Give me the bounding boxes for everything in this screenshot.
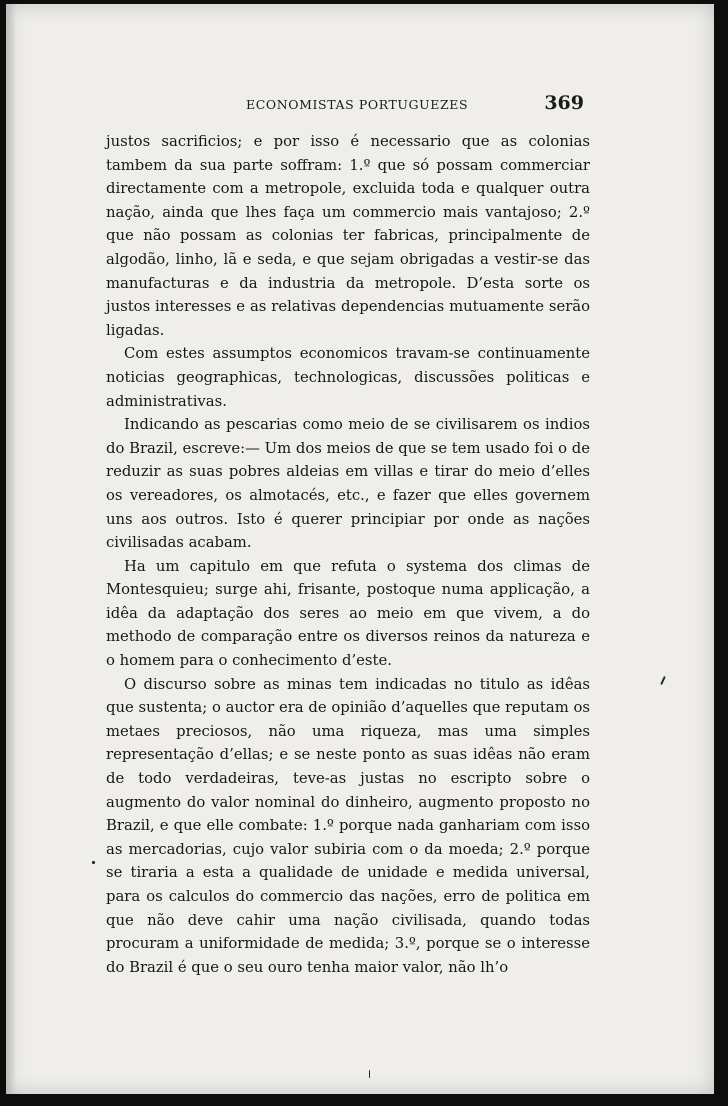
- paragraph-3: Indicando as pescarias como meio de se civilisarem os indios do Brazil, escreve:— Um dos meios de que se tem usado foi o de reduzir as suas pobres aldeias em villas e tirar do meio d’elles os vereadores, os almotacés, etc., e fazer que elles governem uns aos outros. Isto é querer principiar por onde as nações civilisadas acabam.: [106, 416, 590, 552]
- page-header: [106, 92, 590, 116]
- page-edge-shadow: [6, 4, 16, 1094]
- running-title: ECONOMISTAS PORTUGUEZES: [246, 97, 469, 112]
- paragraph-2: Com estes assumptos economicos travam-se continuamente noticias geographicas, technologicas, discussões politicas e administrativas.: [106, 345, 590, 410]
- scanned-page: [6, 4, 714, 1094]
- page-number: 369: [544, 92, 584, 114]
- ink-speck: [660, 676, 666, 685]
- ink-speck: [369, 1070, 370, 1078]
- paragraph-5: O discurso sobre as minas tem indicadas no titulo as idêas que sustenta; o auctor era de opinião d’aquelles que reputam os metaes preciosos, não uma riqueza, mas uma simples representação d’ellas; e se neste ponto as suas idêas não eram de todo verdadeiras, teve-as justas no escripto sobre o augmento do valor nominal do dinheiro, augmento proposto no Brazil, e que elle combate: 1.º porque nada ganhariam com isso as mercadorias, cujo valor subiria com o da moeda; 2.º porque se tiraria a esta a qualidade de unidade e medida universal, para os calculos do commercio das nações, erro de politica em que não deve cahir uma nação civilisada, quando todas procuram a uniformidade de medida; 3.º, porque se o interesse do Brazil é que o seu ouro tenha maior valor, não lh’o: [106, 675, 590, 976]
- body-text: [106, 130, 590, 979]
- ink-speck: [92, 861, 95, 864]
- paragraph-4: Ha um capitulo em que refuta o systema dos climas de Montesquieu; surge ahi, frisante, postoque numa applicação, a idêa da adaptação dos seres ao meio em que vivem, a do methodo de comparação entre os diversos reinos da natureza e o homem para o conhecimento d’este.: [106, 557, 590, 670]
- paragraph-1: justos sacrificios; e por isso é necessario que as colonias tambem da sua parte soffram: 1.º que só possam commerciar directamente com a metropole, excluida toda e qualquer outra nação, ainda que lhes faça um commercio mais vantajoso; 2.º que não possam as colonias ter fabricas, principalmente de algodão, linho, lã e seda, e que sejam obrigadas a vestir-se das manufacturas e da industria da metropole. D’esta sorte os justos interesses e as relativas dependencias mutuamente serão ligadas.: [106, 133, 590, 339]
